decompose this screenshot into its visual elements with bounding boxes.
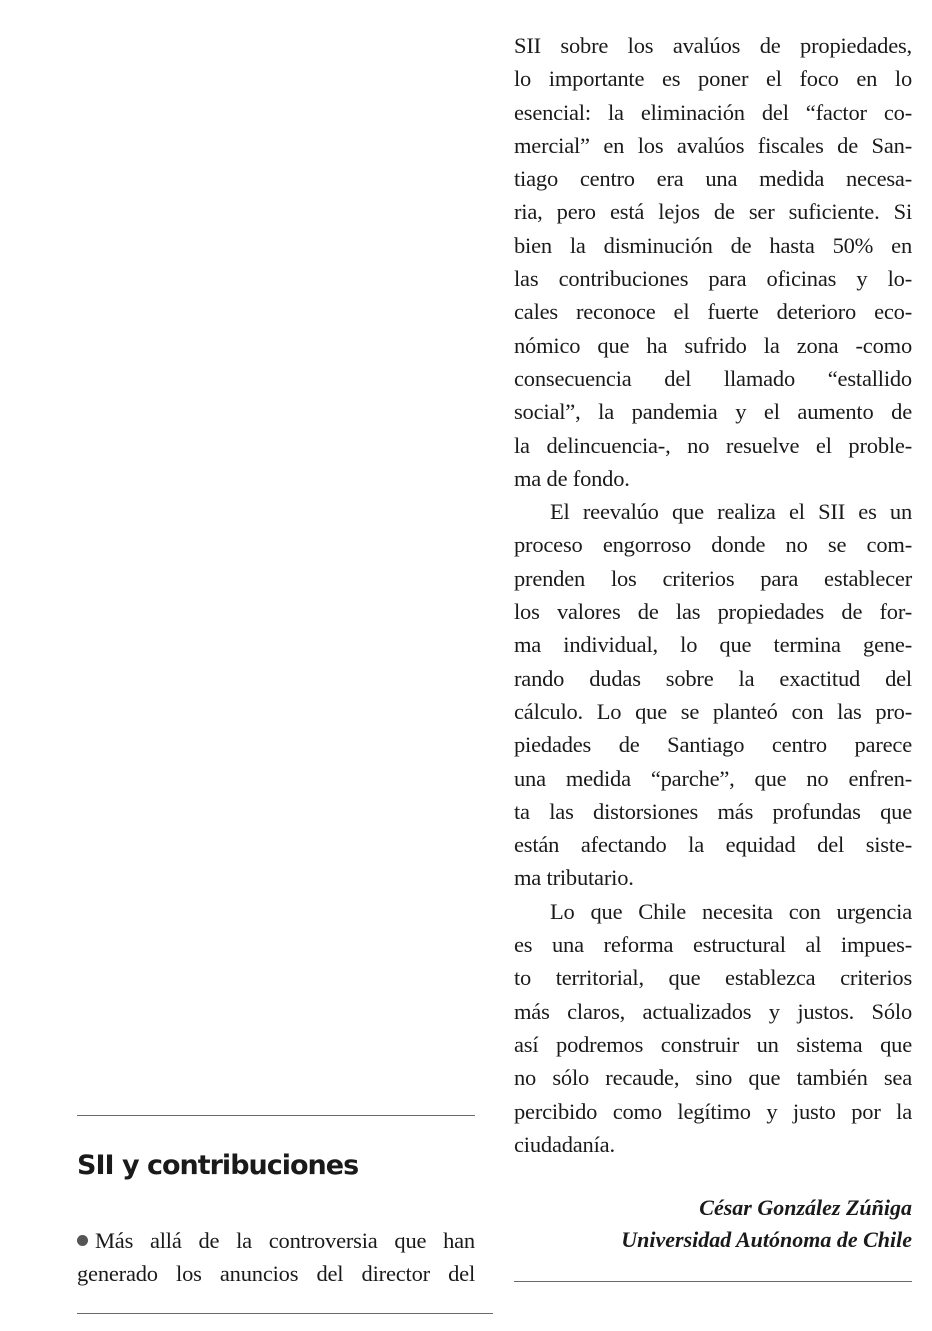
text-line: esencial: la eliminación del “factor co- — [514, 99, 912, 125]
text-line: más claros, actualizados y justos. Sólo — [514, 998, 912, 1024]
text-line: rando dudas sobre la exactitud del — [514, 665, 912, 691]
bullet-icon — [77, 1235, 88, 1246]
letter-body — [514, 29, 912, 1161]
text-line: consecuencia del llamado “estallido — [514, 365, 912, 391]
paragraph — [514, 495, 912, 895]
text-line: es una reforma estructural al impues- — [514, 932, 912, 958]
text-line: ma de fondo. — [514, 465, 630, 491]
text-line: lo importante es poner el foco en lo — [514, 66, 912, 92]
text-line: proceso engorroso donde no se com- — [514, 532, 912, 558]
text-line: tiago centro era una medida necesa- — [514, 166, 912, 192]
text-line: mercial” en los avalúos fiscales de San- — [514, 132, 912, 158]
text-line: bien la disminución de hasta 50% en — [514, 232, 912, 258]
signature-name: César González Zúñiga — [699, 1195, 912, 1220]
signature-affiliation: Universidad Autónoma de Chile — [621, 1227, 912, 1252]
text-line: El reevalúo que realiza el SII es un — [550, 499, 912, 525]
text-line: cales reconoce el fuerte deterioro eco- — [514, 299, 912, 325]
text-line: nómico que ha sufrido la zona -como — [514, 332, 912, 358]
text-line: piedades de Santiago centro parece — [514, 732, 912, 758]
text-line: cálculo. Lo que se planteó con las pro- — [514, 698, 912, 724]
text-line: Más allá de la controversia que han — [77, 1224, 475, 1257]
text-line: generado los anuncios del director del — [77, 1261, 475, 1287]
text-line: ta las distorsiones más profundas que — [514, 798, 912, 824]
text-line: la delincuencia-, no resuelve el proble- — [514, 432, 912, 458]
text-line: ciudadanía. — [514, 1131, 615, 1157]
text-line: percibido como legítimo y justo por la — [514, 1098, 912, 1124]
text-line: las contribuciones para oficinas y lo- — [514, 266, 912, 292]
paragraph — [514, 29, 912, 495]
divider-bottom-right — [514, 1281, 912, 1282]
text-line: Lo que Chile necesita con urgencia — [550, 898, 912, 924]
text-line: ma tributario. — [514, 865, 634, 891]
paragraph — [514, 895, 912, 1161]
section-heading: SII y contribuciones — [77, 1150, 359, 1181]
text-line: una medida “parche”, que no enfren- — [514, 765, 912, 791]
text-line: SII sobre los avalúos de propiedades, — [514, 33, 912, 58]
text-line: social”, la pandemia y el aumento de — [514, 399, 912, 425]
text-line: no sólo recaude, sino que también sea — [514, 1065, 912, 1091]
text-line: prenden los criterios para establecer — [514, 565, 912, 591]
divider-bottom-left — [77, 1313, 493, 1314]
text-line: están afectando la equidad del siste- — [514, 832, 912, 858]
text-line: ma individual, lo que termina gene- — [514, 632, 912, 658]
next-letter-body — [77, 1224, 475, 1291]
text-line: los valores de las propiedades de for- — [514, 599, 912, 625]
text-line: así podremos construir un sistema que — [514, 1031, 912, 1057]
text-line: ria, pero está lejos de ser suficiente. Si — [514, 199, 912, 225]
text-line: to territorial, que establezca criterios — [514, 965, 912, 991]
divider-top-left — [77, 1115, 475, 1116]
